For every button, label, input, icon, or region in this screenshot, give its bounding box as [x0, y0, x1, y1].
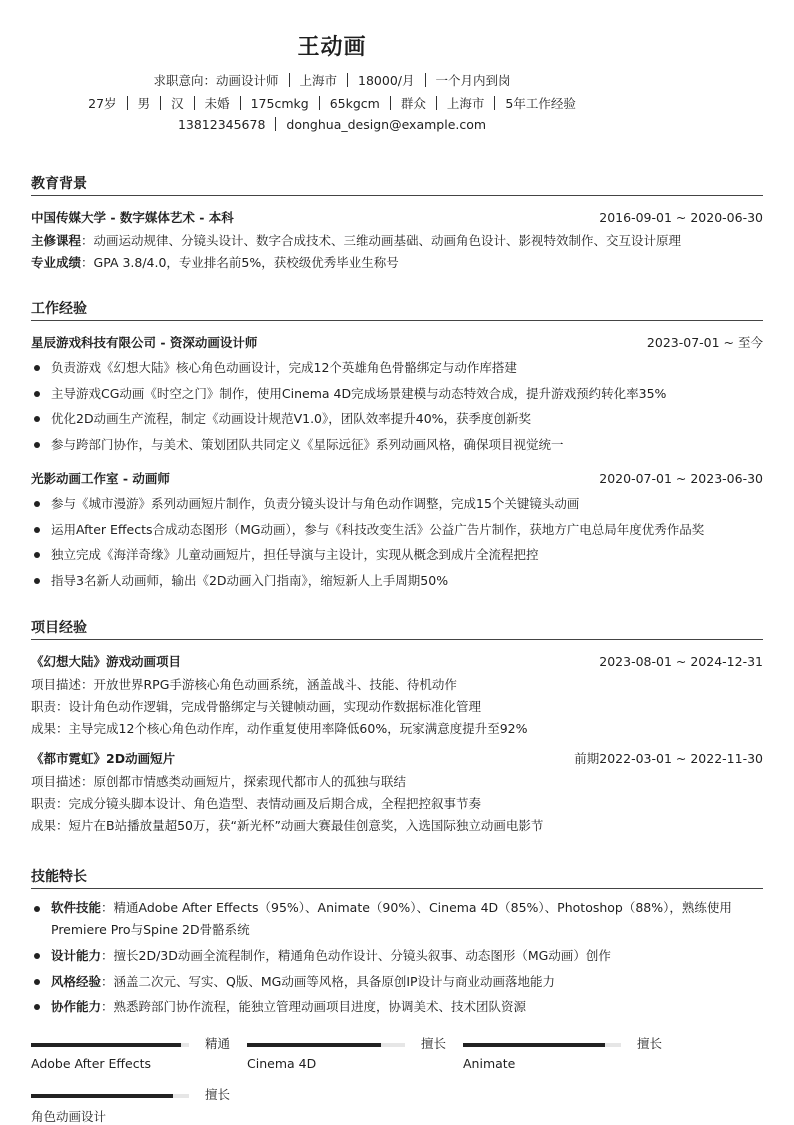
- list-item: 运用After Effects合成动态图形（MG动画），参与《科技改变生活》公益广告片制作，获地方广电总局年度优秀作品奖: [31, 517, 763, 543]
- job-duties-list: [31, 491, 763, 593]
- courses-label: 主修课程: [31, 233, 82, 248]
- skill-text: ：涵盖二次元、写实、Q版、MG动画等风格，具备原创IP设计与商业动画落地能力: [101, 973, 556, 989]
- list-item: [31, 994, 763, 1020]
- divider: [319, 96, 320, 110]
- company-position: 星辰游戏科技有限公司 - 资深动画设计师: [31, 335, 258, 350]
- list-item: 主导游戏CG动画《时空之门》制作，使用Cinema 4D完成场景建模与动态特效合成，提升游戏预约转化率35%: [31, 381, 763, 407]
- education-section: [31, 174, 763, 274]
- project-result: 成果：主导完成12个核心角色动作库，动作重复使用率降低60%，玩家满意度提升至92%: [31, 721, 528, 736]
- section-title: 教育背景: [31, 174, 763, 196]
- skill-bar-track: [31, 1043, 189, 1047]
- work-section: [31, 299, 763, 593]
- skill-label: 协作能力: [51, 999, 102, 1014]
- project-name: 《幻想大陆》游戏动画项目: [31, 654, 182, 669]
- divider: [494, 96, 495, 110]
- section-title: 工作经验: [31, 299, 763, 321]
- skill-text: ：擅长2D/3D动画全流程制作，精通角色动作设计、分镜头叙事、动态图形（MG动画）创作: [101, 948, 611, 963]
- project-description: 项目描述：开放世界RPG手游核心角色动画系统，涵盖战斗、技能、待机动作: [31, 677, 457, 692]
- list-item: [31, 969, 763, 995]
- skills-list: [31, 896, 763, 1020]
- skill-name: 角色动画设计: [31, 1109, 107, 1124]
- skill-bar-track: [463, 1043, 621, 1047]
- education-header-row: [31, 205, 763, 230]
- expected-salary: 18000/月: [358, 73, 415, 88]
- skill-name: Animate: [463, 1056, 516, 1071]
- education-date: 2016-09-01 ~ 2020-06-30: [599, 210, 763, 225]
- job-header-row: [31, 330, 763, 355]
- height: 175cmkg: [250, 96, 309, 111]
- job-date: 2023-07-01 ~ 至今: [646, 335, 763, 350]
- grades-label: 专业成绩: [31, 255, 82, 270]
- divider: [347, 73, 348, 87]
- job-intention-line: [31, 71, 763, 89]
- grades-row: [31, 252, 763, 274]
- residence: 上海市: [446, 96, 485, 111]
- ethnicity: 汉: [171, 96, 184, 111]
- project-header-row: [31, 649, 763, 674]
- phone: 13812345678: [177, 117, 266, 132]
- list-item: 负责游戏《幻想大陆》核心角色动画设计，完成12个英雄角色骨骼绑定与动作库搭建: [31, 355, 763, 381]
- divider: [289, 73, 290, 87]
- project-responsibility: 职责：完成分镜头脚本设计、角色造型、表情动画及后期合成，全程把控叙事节奏: [31, 796, 482, 811]
- list-item: 参与跨部门协作，与美术、策划团队共同定义《星际远征》系列动画风格，确保项目视觉统一: [31, 432, 763, 458]
- skill-bar-track: [31, 1094, 189, 1098]
- skill-name: Adobe After Effects: [31, 1056, 151, 1071]
- list-item: 指导3名新人动画师，输出《2D动画入门指南》，缩短新人上手周期50%: [31, 568, 763, 594]
- availability: 一个月内到岗: [435, 73, 511, 88]
- divider: [390, 96, 391, 110]
- skill-label: 软件技能: [51, 900, 102, 915]
- contact-line: [31, 117, 763, 132]
- list-item: 独立完成《海洋奇缘》儿童动画短片，担任导演与主设计，实现从概念到成片全流程把控: [31, 542, 763, 568]
- email: donghua_design@example.com: [286, 117, 487, 132]
- company-position: 光影动画工作室 - 动画师: [31, 471, 170, 486]
- marital-status: 未婚: [204, 96, 230, 111]
- skill-level: 精通: [205, 1036, 231, 1051]
- divider: [240, 96, 241, 110]
- school-major-degree: 中国传媒大学 - 数字媒体艺术 - 本科: [31, 210, 234, 225]
- divider: [275, 117, 276, 131]
- age: 27岁: [88, 96, 117, 111]
- skills-section: [31, 867, 763, 1020]
- skill-bar-fill: [31, 1094, 173, 1098]
- job-duties-list: [31, 355, 763, 457]
- grades-text: ：GPA 3.8/4.0，专业排名前5%，获校级优秀毕业生称号: [81, 255, 399, 270]
- list-item: 优化2D动画生产流程，制定《动画设计规范V1.0》，团队效率提升40%，获季度创新奖: [31, 406, 763, 432]
- list-item: 参与《城市漫游》系列动画短片制作，负责分镜头设计与角色动作调整，完成15个关键镜头动画: [31, 491, 763, 517]
- skill-bar-fill: [31, 1043, 181, 1047]
- courses-text: ：动画运动规律、分镜头设计、数字合成技术、三维动画基础、动画角色设计、影视特效制作、交互设计原理: [81, 233, 682, 248]
- skill-name: Cinema 4D: [247, 1056, 317, 1071]
- skill-level: 擅长: [421, 1036, 447, 1051]
- intention-city: 上海市: [299, 73, 338, 88]
- courses-row: [31, 230, 763, 252]
- job-date: 2020-07-01 ~ 2023-06-30: [599, 471, 763, 486]
- section-title: 项目经验: [31, 618, 763, 640]
- personal-info-line: [31, 94, 763, 112]
- divider: [425, 73, 426, 87]
- skill-bar-fill: [463, 1043, 605, 1047]
- list-item: [31, 896, 763, 943]
- list-item: [31, 943, 763, 969]
- project-date: 2023-08-01 ~ 2024-12-31: [599, 654, 763, 669]
- project-date: 前期2022-03-01 ~ 2022-11-30: [574, 751, 763, 766]
- project-responsibility: 职责：设计角色动作逻辑，完成骨骼绑定与关键帧动画，实现动作数据标准化管理: [31, 699, 482, 714]
- projects-section: [31, 618, 763, 837]
- skill-bar-track: [247, 1043, 405, 1047]
- skill-text: ：精通Adobe After Effects（95%）、Animate（90%）、Cinema 4D（85%）、Photoshop（88%），熟练使用Premiere Pro与Spine 2D骨骼系统: [51, 900, 732, 937]
- work-years: 5年工作经验: [505, 96, 576, 111]
- skill-label: 风格经验: [51, 973, 102, 989]
- gender: 男: [137, 96, 151, 111]
- candidate-name: 王动画: [297, 35, 367, 60]
- project-header-row: [31, 746, 763, 771]
- divider: [436, 96, 437, 110]
- skill-level: 擅长: [205, 1087, 231, 1102]
- weight: 65kgcm: [329, 96, 380, 111]
- section-title: 技能特长: [31, 867, 763, 889]
- skill-bar-fill: [247, 1043, 381, 1047]
- skill-text: ：熟悉跨部门协作流程，能独立管理动画项目进度，协调美术、技术团队资源: [101, 999, 527, 1014]
- project-description: 项目描述：原创都市情感类动画短片，探索现代都市人的孤独与联结: [31, 774, 407, 789]
- project-result: 成果：短片在B站播放量超50万，获“新光杯”动画大赛最佳创意奖，入选国际独立动画电影节: [31, 818, 544, 833]
- skill-level: 擅长: [637, 1036, 663, 1051]
- divider: [194, 96, 195, 110]
- skill-label: 设计能力: [51, 948, 102, 963]
- divider: [127, 96, 128, 110]
- job-header-row: [31, 466, 763, 491]
- political-status: 群众: [400, 96, 426, 111]
- divider: [160, 96, 161, 110]
- project-name: 《都市霓虹》2D动画短片: [31, 751, 176, 766]
- intention: 求职意向：动画设计师: [153, 73, 279, 88]
